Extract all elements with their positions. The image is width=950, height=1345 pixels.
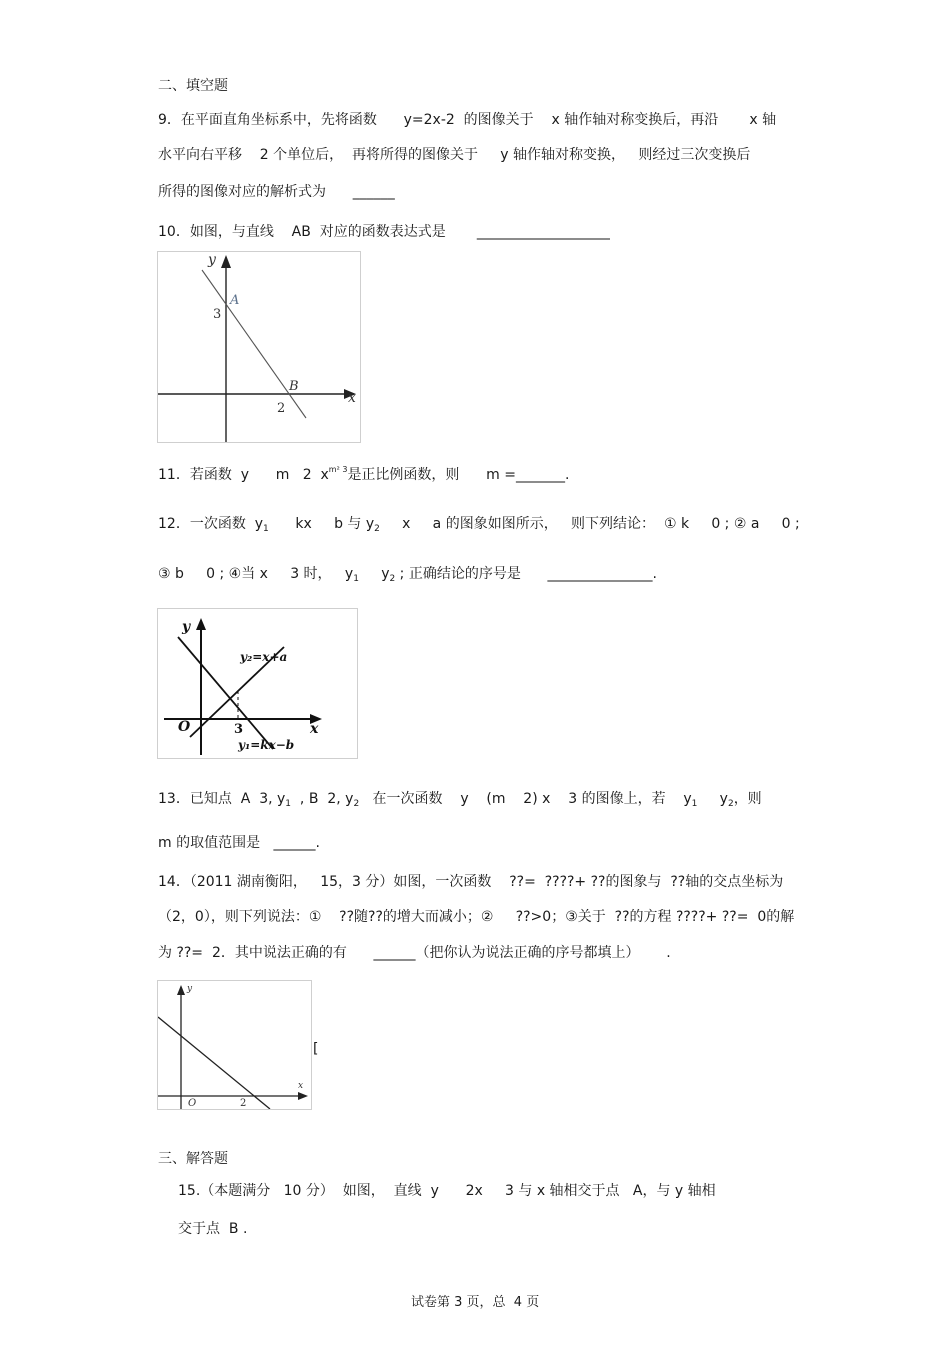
y-axis-label: y (182, 619, 191, 635)
q9-line-3: 所得的图像对应的解析式为 ______ (158, 184, 395, 200)
q14-stray-bracket: [ (313, 1041, 319, 1057)
q11-prefix: 11．若函数 y m 2 x (158, 467, 329, 483)
y-axis-arrow (177, 985, 185, 995)
q14-line-1: 14．（2011 湖南衡阳， 15，3 分）如图，一次函数 ??= ????+ ??的图象与 ??轴的交点坐标为 (158, 874, 784, 890)
q12-l1-sub2: 2 (374, 524, 380, 534)
q12-l1-a: 12．一次函数 y (158, 516, 263, 532)
q9-line-1: 9．在平面直角坐标系中，先将函数 y=2x-2 的图像关于 x 轴作轴对称变换后，再沿 x 轴 (158, 112, 777, 128)
q12-l2-sub1: 1 (353, 574, 359, 584)
q13-d: y (697, 791, 728, 807)
x-axis-label: x (348, 390, 356, 406)
y-axis-label: y (208, 252, 216, 268)
q15-line-1: 15.（本题满分 10 分） 如图， 直线 y 2x 3 与 x 轴相交于点 A，与 y 轴相 (178, 1183, 716, 1199)
q13-c: 在一次函数 y (m 2) x 3 的图像上，若 y (359, 791, 692, 807)
q13-a: 13．已知点 A 3, y (158, 791, 286, 807)
q10-figure (157, 251, 361, 443)
y-axis-arrow (196, 618, 206, 630)
q12-l2-b: y (358, 566, 390, 582)
q12-l1-sub1: 1 (263, 524, 269, 534)
q12-line-1 (158, 515, 800, 535)
y-axis-arrow (221, 255, 231, 268)
tick-3-label: 3 (213, 307, 222, 322)
q13-e: ，则 (733, 791, 762, 807)
q10-text: 10．如图，与直线 AB 对应的函数表达式是 ___________________ (158, 224, 610, 240)
section-heading-fill-in: 二、填空题 (158, 78, 228, 94)
q13-line-1 (158, 790, 762, 810)
q11-text (158, 466, 569, 486)
q15-line-2: 交于点 B . (178, 1221, 248, 1237)
q13-s1: 1 (285, 799, 292, 809)
point-a-label: A (230, 293, 240, 308)
q13-b: , B 2, y (291, 791, 354, 807)
q14-figure (157, 980, 312, 1110)
q9-line-2: 水平向右平移 2 个单位后， 再将所得的图像关于 y 轴作轴对称变换， 则经过三次变换后 (158, 147, 751, 163)
tick-2-label: 2 (277, 401, 286, 416)
q13-s3: 1 (691, 799, 698, 809)
q12-l1-b: kx b 与 y (268, 516, 375, 532)
tick-2-label: 2 (240, 1098, 247, 1109)
q11-suffix: 是正比例函数，则 m =_______. (347, 467, 570, 483)
q11-exponent: m² 3 (328, 465, 348, 474)
q13-s4: 2 (727, 799, 734, 809)
q12-l2-a: ③ b 0 ; ④当 x 3 时， y (158, 566, 354, 582)
q14-line-3: 为 ??= 2．其中说法正确的有 ______（把你认为说法正确的序号都填上） . (158, 945, 671, 961)
x-axis-label: x (298, 1081, 304, 1091)
q13-s2: 2 (353, 799, 360, 809)
q13-line-2: m 的取值范围是 ______. (158, 835, 320, 851)
page-footer: 试卷第 3 页，总 4 页 (411, 1295, 540, 1310)
x-axis-label: x (310, 721, 319, 737)
q12-figure (157, 608, 358, 759)
tick-3-label: 3 (234, 722, 244, 737)
q12-line-2 (158, 565, 657, 585)
origin-label: O (188, 1098, 197, 1109)
y2-equation-label: y₂=x+a (240, 650, 288, 664)
q14-line-2: （2，0），则下列说法：① ??随??的增大而减小；② ??>0；③关于 ??的方程 ????+ ??= 0的解 (158, 909, 795, 925)
q12-l2-sub2: 2 (389, 574, 396, 584)
line-y-kx-b (158, 1017, 270, 1109)
x-axis-arrow (298, 1092, 308, 1100)
origin-label: O (178, 719, 191, 735)
point-b-label: B (289, 379, 299, 394)
q12-l1-c: x a 的图象如图所示， 则下列结论： ① k 0 ; ② a 0 ; (379, 516, 800, 532)
y1-equation-label: y₁=kx−b (238, 738, 295, 752)
q12-l2-c: ; 正确结论的序号是 _______________. (395, 566, 657, 582)
y-axis-label: y (187, 984, 193, 994)
section-heading-solutions: 三、解答题 (158, 1151, 228, 1167)
line-ab (202, 270, 306, 418)
